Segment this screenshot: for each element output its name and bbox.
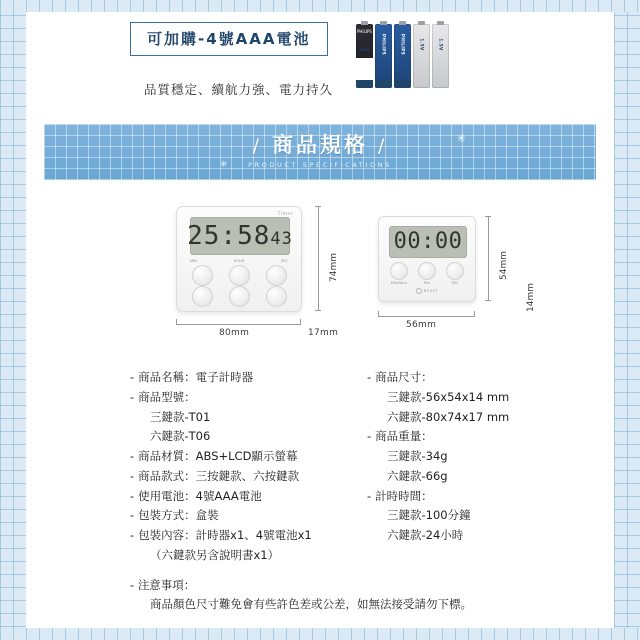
spec-value: 盒裝 xyxy=(195,508,219,523)
dimension-tick xyxy=(300,319,301,325)
spec-subvalue: 六鍵款-24小時 xyxy=(387,528,464,543)
notes-label: 注意事項： xyxy=(137,577,196,592)
spec-label: 商品名稱： xyxy=(138,370,196,384)
spec-value: 4號AAA電池 xyxy=(195,488,262,503)
spec-value: 電子計時器 xyxy=(195,370,254,384)
dimension-line-width-three xyxy=(378,316,474,317)
section-banner xyxy=(44,124,596,180)
timer-button xyxy=(192,286,213,307)
button-row-top xyxy=(192,265,287,286)
slash-decor-right: / xyxy=(378,135,388,157)
dimension-line-width-six xyxy=(176,324,300,325)
spec-column-left xyxy=(130,368,347,566)
page-content xyxy=(26,12,614,628)
lcd-digits: 25:5843 xyxy=(187,221,293,251)
spec-list xyxy=(26,368,614,566)
dimension-tick xyxy=(176,319,177,325)
notes-label-row: - 注意事項： xyxy=(130,577,196,592)
button-label-min-hour: Min/Hour xyxy=(390,281,408,285)
product-diagrams xyxy=(26,198,614,358)
banner-title-row xyxy=(243,135,398,156)
dimension-width-six: 80mm xyxy=(219,328,250,338)
battery-icon xyxy=(394,24,411,88)
spec-subvalue: 三鍵款-100分鐘 xyxy=(387,508,471,523)
spec-value: 計時器x1、4號電池x1 xyxy=(195,528,312,543)
spec-label: 商品型號： xyxy=(138,389,196,404)
battery-brand-label: PHILIPS xyxy=(400,33,405,56)
battery-voltage-label: 1.5V xyxy=(419,38,424,51)
timer-button xyxy=(390,262,408,280)
timer-button xyxy=(192,265,213,286)
timer-button xyxy=(266,265,287,286)
timer-brand-label: Timer xyxy=(277,212,293,217)
star-icon: ✳ xyxy=(456,132,466,145)
battery-icon xyxy=(432,24,449,88)
timer-button xyxy=(229,286,250,307)
battery-brand-label: PHILIPS xyxy=(381,33,386,56)
battery-photo xyxy=(356,16,449,88)
dimension-tick xyxy=(315,310,321,311)
spec-label: 使用電池： xyxy=(138,488,196,503)
battery-voltage-label: 1.5V xyxy=(438,38,443,51)
spec-row: - 使用電池：4號AAA電池 xyxy=(130,488,262,503)
spec-label: 商品材質： xyxy=(138,449,196,464)
six-key-timer-illustration xyxy=(176,206,302,312)
button-label-min: Min xyxy=(423,281,431,285)
dimension-tick xyxy=(485,216,491,217)
lcd-display xyxy=(187,217,293,255)
button-label-sec: SEC xyxy=(280,259,288,263)
spec-row: - 計時時間： xyxy=(367,488,433,503)
decorative-right-border xyxy=(614,0,640,640)
page-title: 商品規格 xyxy=(272,133,368,157)
decorative-top-border xyxy=(0,0,640,12)
spec-row: - 商品名稱：電子計時器 xyxy=(130,370,254,384)
spec-column-right xyxy=(367,368,584,566)
reset-label: RESET xyxy=(379,288,475,294)
lcd-display xyxy=(389,226,467,258)
slash-decor-left: / xyxy=(252,135,262,157)
timer-button xyxy=(229,265,250,286)
button-row-bottom xyxy=(192,286,287,307)
battery-promo-section xyxy=(26,12,614,124)
dimension-height-six: 74mm xyxy=(329,253,339,282)
spec-row: - 商品重量： xyxy=(367,429,433,444)
spec-subvalue: 三鍵款-34g xyxy=(387,449,448,464)
spec-label: 計時時間： xyxy=(375,488,433,503)
spec-value: ABS+LCD顯示螢幕 xyxy=(195,449,298,464)
dimension-height-three: 54mm xyxy=(499,251,509,280)
dimension-depth-six: 17mm xyxy=(308,328,339,338)
battery-icon xyxy=(356,24,373,88)
button-label-hour: HOUR xyxy=(233,259,245,263)
spec-row: - 商品尺寸： xyxy=(367,370,433,384)
spec-row: - 包裝內容：計時器x1、4號電池x1 xyxy=(130,528,312,543)
battery-size-label: AAA xyxy=(358,48,371,53)
banner-subtitle: PRODUCT SPECIFICATIONS xyxy=(248,161,392,169)
spec-subvalue: 六鍵款-T06 xyxy=(150,429,211,444)
spec-row: - 包裝方式：盒裝 xyxy=(130,508,219,523)
spec-subvalue: （六鍵款另含說明書x1） xyxy=(150,547,280,562)
spec-label: 包裝方式： xyxy=(138,508,196,523)
notes-body: 商品顏色尺寸難免會有些許色差或公差，如無法接受請勿下標。 xyxy=(150,597,472,612)
dimension-tick xyxy=(378,311,379,317)
dimension-width-three: 56mm xyxy=(406,320,437,330)
button-label-sec: SEC xyxy=(451,281,459,285)
battery-brand-label: PHILIPS xyxy=(357,29,372,34)
timer-button xyxy=(446,262,464,280)
decorative-bottom-border xyxy=(0,628,640,640)
spec-subvalue: 三鍵款-56x54x14 mm xyxy=(387,389,510,404)
spec-label: 商品重量： xyxy=(375,429,433,444)
promo-badge: 可加購-4號AAA電池 xyxy=(130,22,328,56)
dimension-tick xyxy=(485,300,491,301)
spec-row: - 商品材質：ABS+LCD顯示螢幕 xyxy=(130,449,298,464)
spec-label: 包裝內容： xyxy=(138,528,196,543)
promo-subtitle: 品質穩定、續航力強、電力持久 xyxy=(144,82,334,97)
button-labels-row xyxy=(190,259,288,263)
star-icon: ✳ xyxy=(220,160,228,170)
spec-row: - 商品款式：三按鍵款、六按鍵款 xyxy=(130,468,300,483)
spec-label: 商品款式： xyxy=(138,468,196,483)
dimension-tick xyxy=(315,206,321,207)
timer-button xyxy=(418,262,436,280)
dimension-tick xyxy=(474,311,475,317)
spec-label: 商品尺寸： xyxy=(375,370,433,384)
spec-row: - 商品型號： xyxy=(130,389,196,404)
dimension-line-height-three xyxy=(488,216,489,300)
battery-icon xyxy=(375,24,392,88)
button-row xyxy=(387,262,467,285)
decorative-left-border xyxy=(0,0,26,640)
lcd-digits: 00:00 xyxy=(393,229,463,254)
spec-subvalue: 三鍵款-T01 xyxy=(150,409,211,424)
spec-value: 三按鍵款、六按鍵款 xyxy=(195,468,300,483)
spec-subvalue: 六鍵款-66g xyxy=(387,468,448,483)
dimension-line-height-six xyxy=(318,206,319,310)
three-key-timer-illustration xyxy=(378,216,476,302)
battery-icon xyxy=(413,24,430,88)
spec-subvalue: 六鍵款-80x74x17 mm xyxy=(387,409,510,424)
button-label-min: MIN xyxy=(190,259,197,263)
timer-button xyxy=(266,286,287,307)
notes-section xyxy=(26,576,614,615)
dimension-depth-three: 14mm xyxy=(526,283,536,312)
